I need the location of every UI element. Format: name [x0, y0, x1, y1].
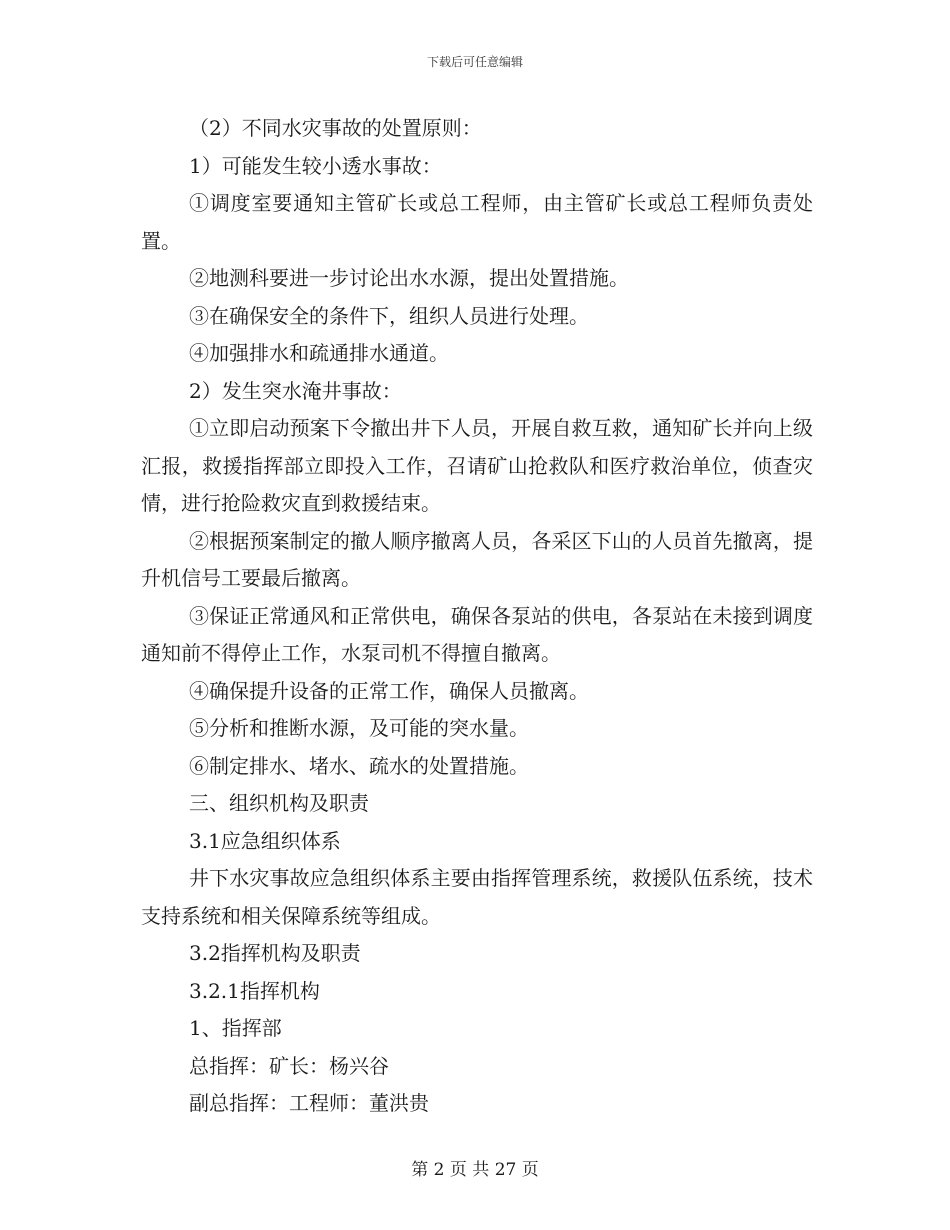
document-body: [141, 110, 813, 1123]
paragraph: ②根据预案制定的撤人顺序撤离人员，各采区下山的人员首先撤离，提升机信号工要最后撤离。: [141, 528, 813, 590]
paragraph: （2）不同水灾事故的处置原则：: [189, 116, 482, 140]
paragraph: ①立即启动预案下令撤出井下人员，开展自救互救，通知矿长并向上级汇报，救援指挥部立即投入工作，召请矿山抢救队和医疗救治单位，侦查灾情，进行抢险救灾直到救援结束。: [141, 416, 813, 515]
section-heading: 3.2.1指挥机构: [189, 978, 320, 1003]
paragraph: 总指挥：矿长：杨兴谷: [189, 1053, 389, 1078]
paragraph: ④确保提升设备的正常工作，确保人员撤离。: [189, 678, 589, 703]
section-heading: 三、组织机构及职责: [189, 791, 369, 815]
section-heading: 3.1应急组织体系: [189, 828, 341, 853]
page-footer: 第 2 页 共 27 页: [411, 1160, 539, 1180]
paragraph: 1）可能发生较小透水事故：: [189, 153, 442, 178]
paragraph: ④加强排水和疏通排水通道。: [189, 341, 449, 365]
paragraph: ②地测科要进一步讨论出水水源，提出处置措施。: [189, 266, 629, 290]
paragraph: 井下水灾事故应急组织体系主要由指挥管理系统，救援队伍系统，技术支持系统和相关保障系统等组成。: [141, 866, 813, 928]
paragraph: ⑥制定排水、堵水、疏水的处置措施。: [189, 753, 529, 778]
paragraph: ①调度室要通知主管矿长或总工程师，由主管矿长或总工程师负责处置。: [141, 191, 813, 253]
paragraph: 副总指挥：工程师：董洪贵: [189, 1091, 429, 1115]
page-header: 下载后可任意编辑: [426, 55, 523, 69]
paragraph: ⑤分析和推断水源，及可能的突水量。: [189, 716, 529, 740]
paragraph: ③保证正常通风和正常供电，确保各泵站的供电，各泵站在未接到调度通知前不得停止工作，水泵司机不得擅自撤离。: [141, 603, 813, 665]
paragraph: ③在确保安全的条件下，组织人员进行处理。: [189, 303, 589, 328]
section-heading: 3.2指挥机构及职责: [189, 941, 361, 965]
paragraph: 2）发生突水淹井事故：: [189, 378, 402, 403]
paragraph: 1、指挥部: [189, 1016, 282, 1040]
